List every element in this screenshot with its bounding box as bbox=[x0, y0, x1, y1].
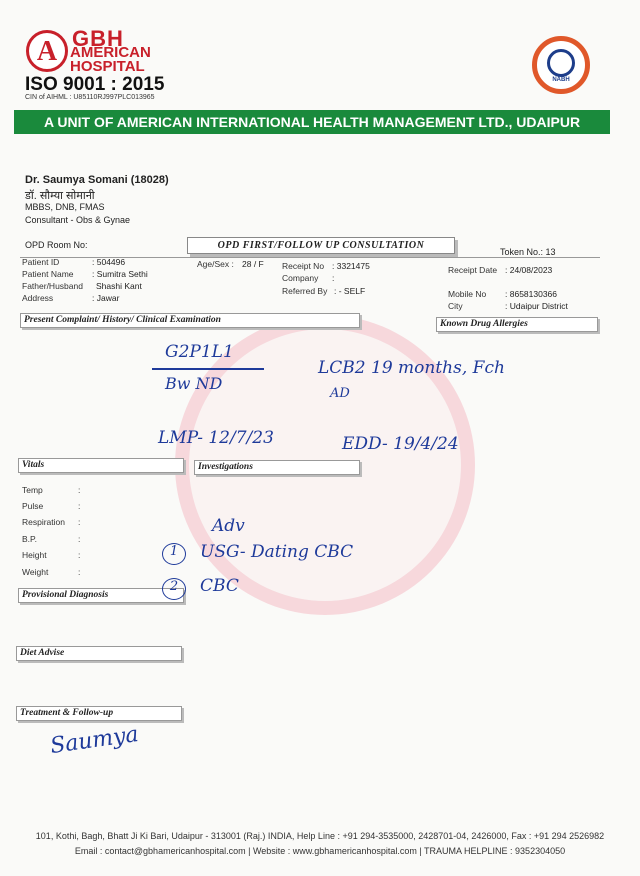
doctor-designation: Consultant - Obs & Gynae bbox=[25, 215, 131, 225]
investigations-section-label: Investigations bbox=[198, 462, 253, 472]
vital-height: Height bbox=[22, 550, 47, 560]
father-value: Shashi Kant bbox=[96, 281, 142, 291]
receipt-no-label: Receipt No bbox=[282, 261, 325, 271]
agesex-value: 28 / F bbox=[242, 259, 264, 269]
investigations-section-bar bbox=[194, 460, 360, 475]
treatment-section-label: Treatment & Follow-up bbox=[20, 708, 114, 718]
mobile-label: Mobile No bbox=[448, 289, 487, 299]
patient-name-value: Sumitra Sethi bbox=[96, 269, 148, 279]
hw-ad: AD bbox=[330, 386, 350, 401]
doctor-name-hindi: डॉ. सौम्या सोमानी bbox=[25, 190, 95, 202]
referred-value: SELF bbox=[343, 286, 366, 296]
footer-contact: Email : contact@gbhamericanhospital.com | Website : www.gbhamericanhospital.com | TRAUMA HELPLINE : 9352304050 bbox=[74, 846, 566, 856]
hw-underline bbox=[152, 368, 264, 370]
vitals-section-label: Vitals bbox=[22, 460, 45, 470]
opd-room-label: OPD Room No: bbox=[25, 240, 88, 250]
hw-item-2-number: 2 bbox=[162, 578, 186, 600]
hw-obstetric-history: G2P1L1 bbox=[165, 342, 234, 362]
company-label: Company bbox=[282, 273, 319, 283]
hw-edd: EDD- 19/4/24 bbox=[342, 434, 459, 454]
hospital-logo-icon: A bbox=[26, 30, 68, 72]
hw-bw: Bw ND bbox=[165, 374, 223, 393]
hw-item-1-number: 1 bbox=[162, 543, 186, 565]
vital-pulse: Pulse bbox=[22, 501, 44, 511]
vital-respiration: Respiration bbox=[22, 517, 65, 527]
referred-label: Referred By bbox=[282, 286, 328, 296]
doctor-name: Dr. Saumya Somani (18028) bbox=[25, 174, 169, 186]
unit-line: A UNIT OF AMERICAN INTERNATIONAL HEALTH MANAGEMENT LTD., UDAIPUR bbox=[43, 114, 581, 130]
prescription-page: A GBH AMERICAN HOSPITAL ISO 9001 : 2015 CIN of AIHML : U85110RJ997PLC013965 NABH A UNIT OF AMERICAN INTERNATIONAL HEALTH MANAGEMENT LTD., UDAIPUR Dr. Saumya Somani (18028) डॉ. सौम्या सोमानी MBBS, DNB, FMAS Consultant - Obs & Gynae OPD Room No: OPD FIRST/FOLLOW UP CONSULTATION Token No.: 13 Patient ID : 504496 Patient Name : Sumitra Sethi Father/Husband Shashi Kant Address : Jawar Age/Sex : 28 / F Receipt No : 3321475 Company : Referred By : - SELF Receipt Date : 24/08/2023 Mobile No : 8658130366 City : Udaipur District Present Complaint/ History/ Clinical Examination Known Drug Allergies Vitals Investigations Provisional Diagnosis Diet Advise Treatment & Follow-up Temp : Pulse : Respiration : B.P. : Height : Weight : G2P1L1 Bw ND LCB2 19 months, Fch AD LMP- 12/7/23 EDD- 19/4/24 Adv 1 USG- Dating CBC 2 CBC Saumya 101, Kothi, Bagh, Bhatt Ji Ki Bari, Udaipur - 313001 (Raj.) INDIA, Help Line : +91 294-3535000, 2428701-04, 2426000, Fax : +91 294 2526982 Email : contact@gbhamericanhospital.com | Website : www.gbhamericanhospital.com | TRAUMA HELPLINE : 9352304050 bbox=[0, 0, 640, 876]
nabh-label: NABH bbox=[552, 77, 570, 83]
allergies-section-bar bbox=[436, 317, 598, 332]
cin-number: CIN of AIHML : U85110RJ997PLC013965 bbox=[25, 94, 155, 101]
doctor-signature: Saumya bbox=[48, 721, 141, 760]
complaint-section-bar bbox=[20, 313, 360, 328]
diet-section-bar bbox=[16, 646, 182, 661]
allergies-section-label: Known Drug Allergies bbox=[440, 319, 528, 329]
address-value: Jawar bbox=[96, 293, 120, 303]
father-label: Father/Husband bbox=[22, 281, 83, 291]
vital-bp: B.P. bbox=[22, 534, 37, 544]
brand-short: GBH bbox=[72, 26, 124, 51]
hw-item-1: USG- Dating CBC bbox=[200, 542, 354, 562]
diagnosis-section-label: Provisional Diagnosis bbox=[22, 590, 109, 600]
receipt-no-value: 3321475 bbox=[336, 261, 370, 271]
brand-long: AMERICAN HOSPITAL bbox=[70, 44, 151, 75]
patient-id-label: Patient ID bbox=[22, 257, 60, 267]
vital-temp: Temp bbox=[22, 485, 43, 495]
diet-section-label: Diet Advise bbox=[20, 648, 65, 658]
city-label: City bbox=[448, 301, 463, 311]
address-label: Address bbox=[22, 293, 54, 303]
city-value: Udaipur District bbox=[509, 301, 568, 311]
iso-certification: ISO 9001 : 2015 bbox=[25, 74, 165, 95]
hw-lmp: LMP- 12/7/23 bbox=[158, 428, 274, 448]
patient-name-label: Patient Name bbox=[22, 269, 74, 279]
patient-id-value: 504496 bbox=[96, 257, 126, 267]
token-value: 13 bbox=[545, 247, 556, 257]
footer-address: 101, Kothi, Bagh, Bhatt Ji Ki Bari, Udaipur - 313001 (Raj.) INDIA, Help Line : +91 294-3535000, 2428701-04, 2426000, Fax : +91 294 2526982 bbox=[35, 831, 605, 841]
vitals-section-bar bbox=[18, 458, 184, 473]
mobile-value: 8658130366 bbox=[509, 289, 558, 299]
doctor-degrees: MBBS, DNB, FMAS bbox=[25, 202, 105, 212]
hw-item-2: CBC bbox=[200, 576, 239, 596]
treatment-section-bar bbox=[16, 706, 182, 721]
unit-banner bbox=[14, 110, 610, 134]
receipt-date-label: Receipt Date bbox=[448, 265, 498, 275]
token bbox=[500, 247, 556, 257]
receipt-date-value: 24/08/2023 bbox=[509, 265, 553, 275]
hw-advice: Adv bbox=[212, 516, 245, 536]
vital-weight: Weight bbox=[22, 567, 49, 577]
complaint-section-label: Present Complaint/ History/ Clinical Examination bbox=[24, 315, 221, 325]
consultation-title-box bbox=[187, 237, 455, 254]
hw-lcb: LCB2 19 months, Fch bbox=[318, 358, 505, 378]
agesex-label: Age/Sex : bbox=[197, 259, 234, 269]
diagnosis-section-bar bbox=[18, 588, 184, 603]
nabh-seal-icon bbox=[532, 36, 590, 94]
token-label: Token No.: bbox=[500, 247, 544, 257]
consultation-title: OPD FIRST/FOLLOW UP CONSULTATION bbox=[217, 240, 425, 251]
